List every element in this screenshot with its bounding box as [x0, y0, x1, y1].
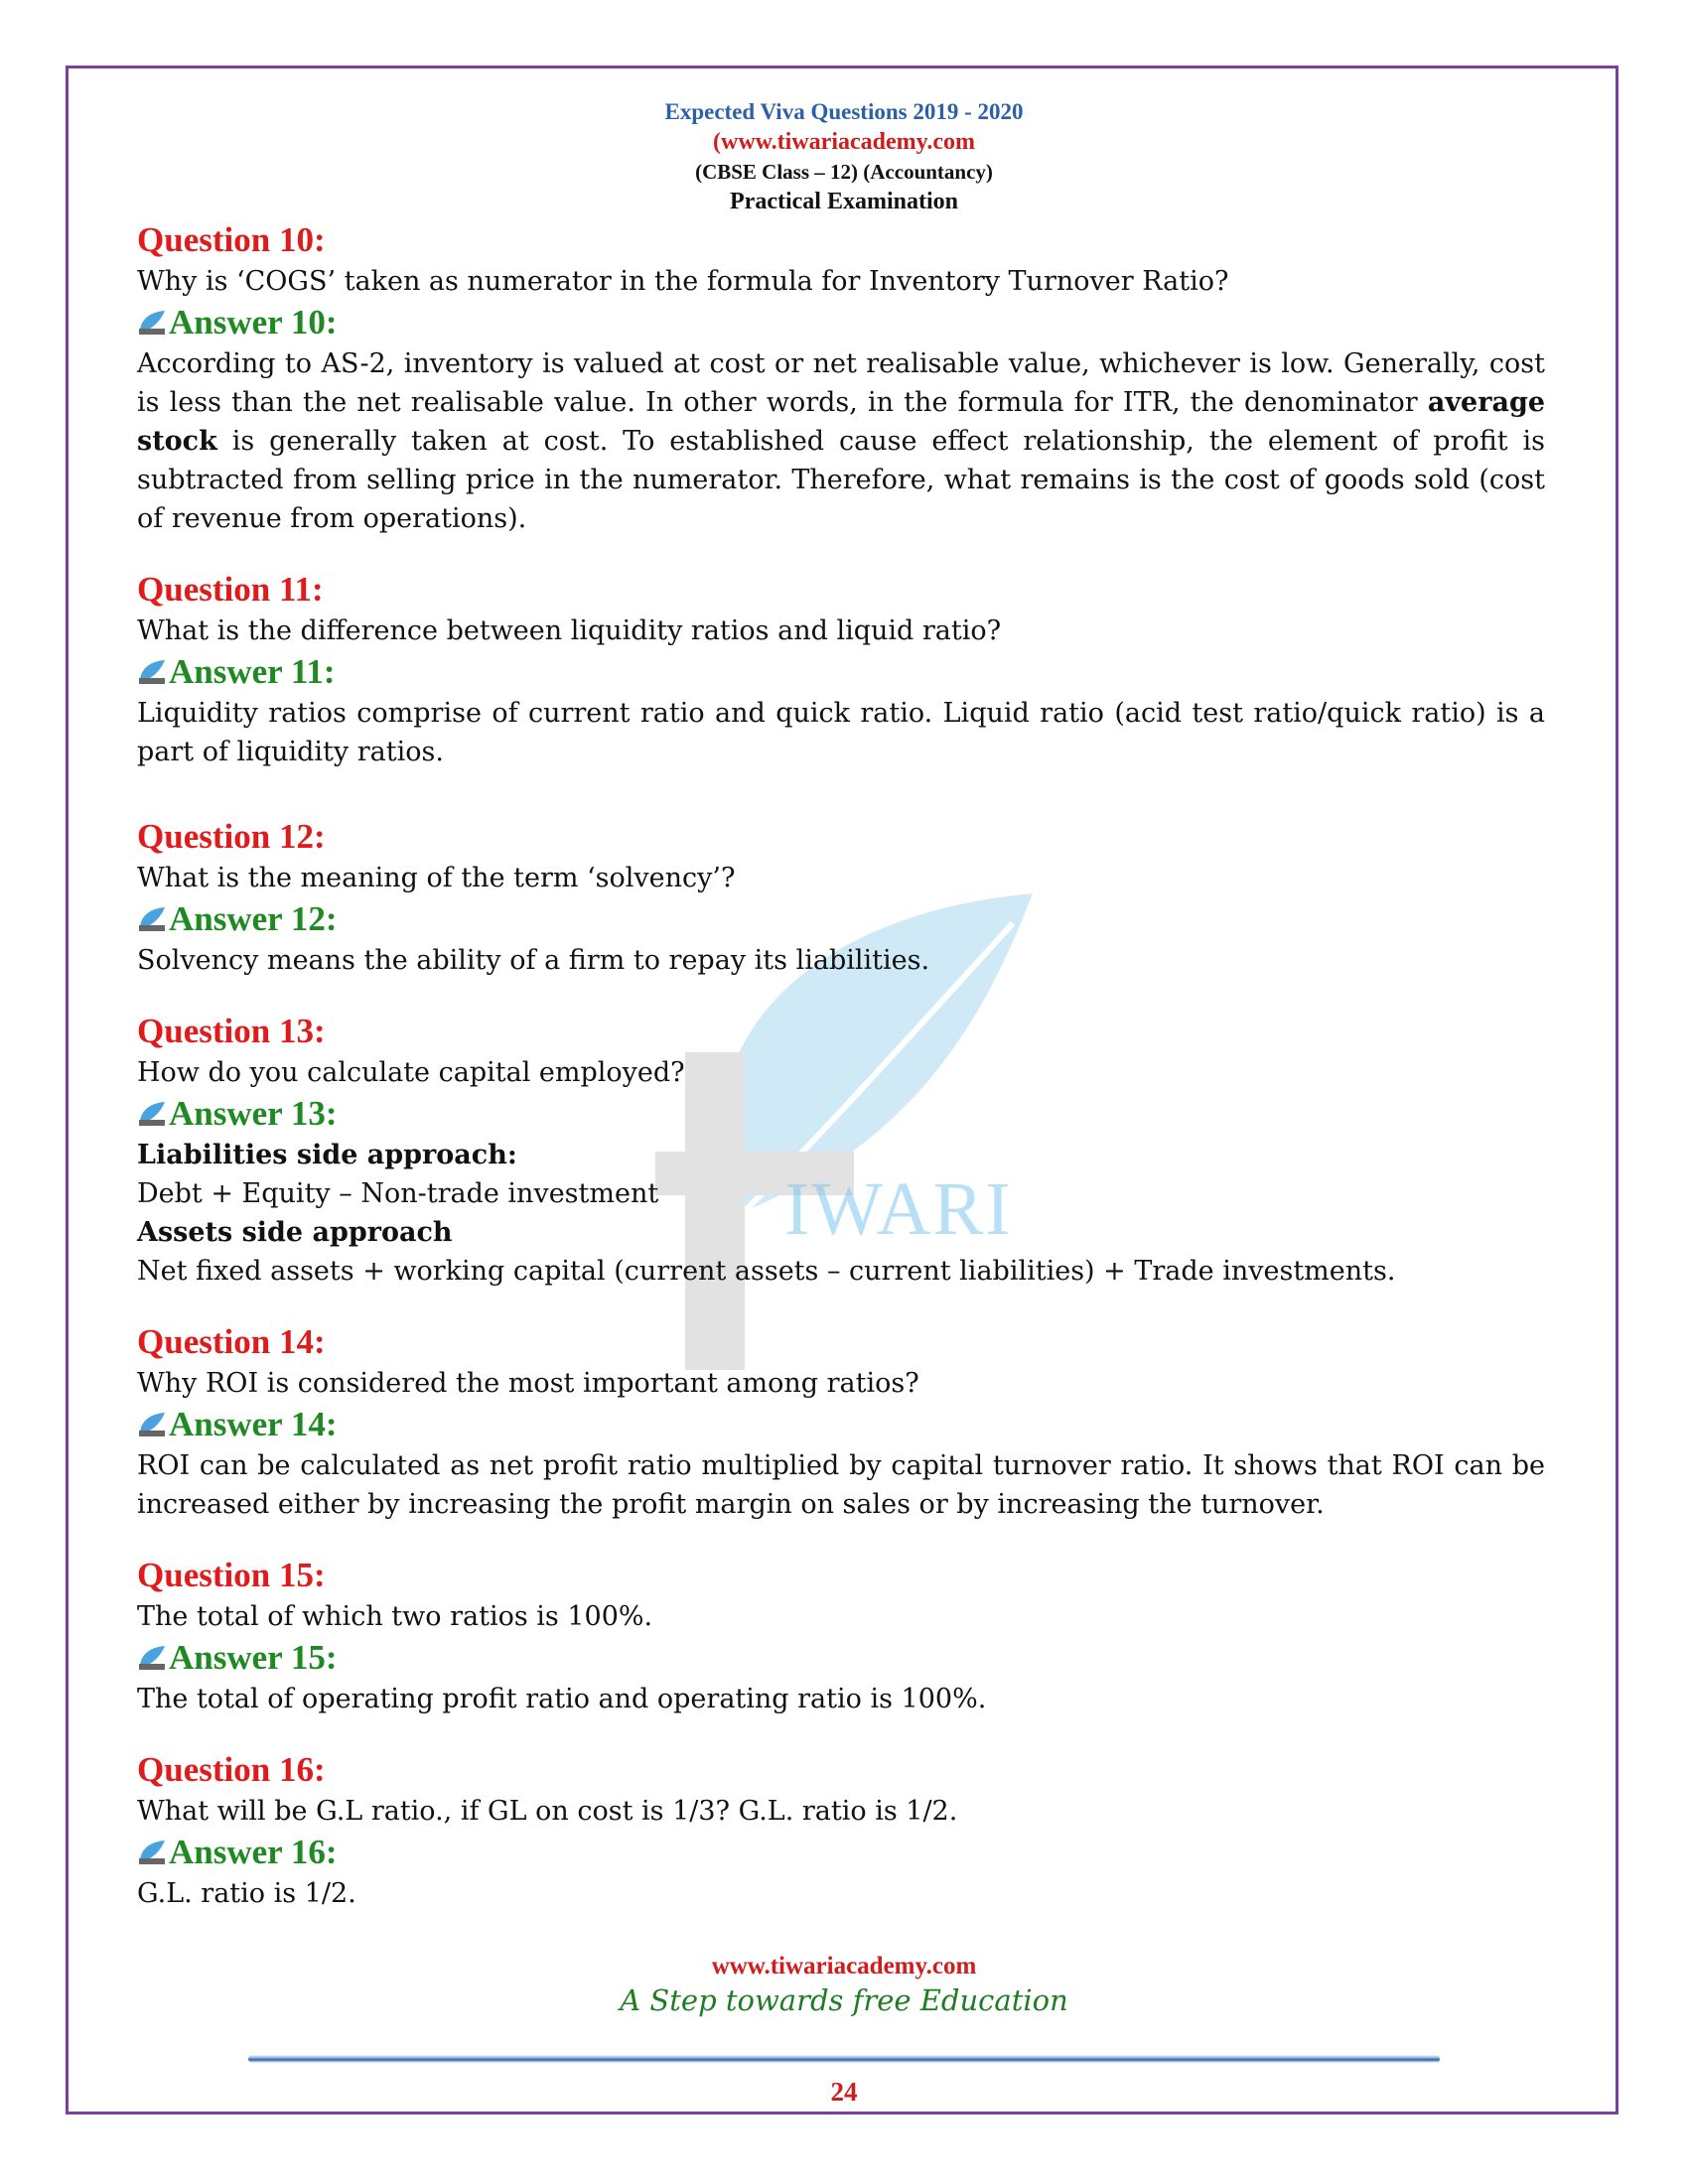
question-heading: Question 11: [137, 570, 324, 609]
page-number: 24 [830, 2077, 858, 2107]
page-footer [0, 1951, 1688, 2018]
answer-text-part: According to AS-2, inventory is valued at cost or net realisable value, whichever is low. Generally, cost is less than the net realisable value. In other words, in the formula for ITR, the denominator [137, 348, 1545, 418]
tiwari-logo-icon [137, 1644, 167, 1672]
answer-heading-label: Answer 12: [169, 899, 338, 938]
answer-text: Debt + Equity – Non-trade investment [137, 1178, 659, 1209]
answer-heading-label: Answer 13: [169, 1094, 338, 1133]
answer-heading [137, 1831, 1545, 1874]
answer-heading [137, 897, 1545, 941]
tiwari-logo-icon [137, 905, 167, 933]
question-text: Why is ‘COGS’ taken as numerator in the formula for Inventory Turnover Ratio? [137, 266, 1229, 297]
question-heading: Question 12: [137, 817, 326, 856]
question-heading: Question 16: [137, 1750, 326, 1789]
question-heading: Question 13: [137, 1012, 326, 1050]
footer-tagline: A Step towards free Education [620, 1983, 1068, 2017]
tiwari-logo-icon [137, 1839, 167, 1866]
answer-subheading: Assets side approach [137, 1217, 453, 1248]
question-text: What is the meaning of the term ‘solvency’? [137, 863, 736, 893]
header-title: Expected Viva Questions 2019 - 2020 [664, 99, 1024, 124]
answer-heading [137, 1403, 1545, 1446]
tiwari-logo-icon [137, 1411, 167, 1438]
question-heading: Question 10: [137, 220, 326, 259]
qa-item-16 [137, 1748, 1545, 1913]
question-text: The total of which two ratios is 100%. [137, 1601, 653, 1632]
page-header [0, 97, 1688, 216]
answer-subheading: Liabilities side approach: [137, 1140, 517, 1170]
answer-text: Liquidity ratios comprise of current ratio and quick ratio. Liquid ratio (acid test ratio/quick ratio) is a part of liquidity ratios. [137, 698, 1545, 767]
qa-item-14 [137, 1320, 1545, 1524]
answer-text: Solvency means the ability of a firm to repay its liabilities. [137, 945, 930, 976]
question-heading: Question 15: [137, 1556, 326, 1594]
answer-text: Net fixed assets + working capital (current assets – current liabilities) + Trade investments. [137, 1256, 1396, 1287]
answer-heading-label: Answer 11: [169, 652, 336, 691]
answer-text-part: is generally taken at cost. To established cause effect relationship, the element of profit is subtracted from selling price in the numerator. Therefore, what remains is the cost of goods sold (cost of revenue from operations). [137, 426, 1545, 534]
qa-item-13 [137, 1010, 1545, 1291]
answer-heading [137, 650, 1545, 694]
answer-heading [137, 1636, 1545, 1680]
question-heading: Question 14: [137, 1322, 326, 1361]
answer-heading-label: Answer 10: [169, 303, 338, 341]
answer-heading [137, 1092, 1545, 1136]
answer-text: G.L. ratio is 1/2. [137, 1878, 356, 1909]
answer-bold-term: average stock [137, 387, 1545, 457]
answer-heading [137, 301, 1545, 344]
watermark-text: IWARI [784, 1167, 1013, 1251]
tiwari-logo-icon [137, 658, 167, 686]
answer-heading-label: Answer 14: [169, 1405, 338, 1443]
answer-heading-label: Answer 15: [169, 1638, 338, 1677]
answer-text: ROI can be calculated as net profit ratio multiplied by capital turnover ratio. It shows that ROI can be increased either by increasing the profit margin on sales or by increasing the turnover. [137, 1450, 1545, 1520]
header-class-subject: (CBSE Class – 12) (Accountancy) [695, 160, 993, 184]
question-text: What will be G.L ratio., if GL on cost is 1/3? G.L. ratio is 1/2. [137, 1796, 958, 1827]
question-text: What is the difference between liquidity ratios and liquid ratio? [137, 615, 1002, 646]
qa-item-12 [137, 815, 1545, 980]
qa-item-15 [137, 1554, 1545, 1718]
question-text: How do you calculate capital employed? [137, 1057, 685, 1088]
answer-text [137, 344, 1545, 538]
question-text: Why ROI is considered the most important among ratios? [137, 1368, 919, 1399]
qa-item-11 [137, 568, 1545, 771]
footer-divider [248, 2055, 1440, 2063]
footer-website-link[interactable]: www.tiwariacademy.com [711, 1953, 977, 1979]
answer-heading-label: Answer 16: [169, 1833, 338, 1871]
qa-content [137, 218, 1545, 1943]
tiwari-logo-icon [137, 309, 167, 337]
qa-item-10 [137, 218, 1545, 538]
answer-text: The total of operating profit ratio and operating ratio is 100%. [137, 1684, 987, 1714]
header-exam: Practical Examination [730, 189, 958, 214]
tiwari-logo-icon [137, 1100, 167, 1128]
header-website: (www.tiwariacademy.com [713, 129, 975, 155]
